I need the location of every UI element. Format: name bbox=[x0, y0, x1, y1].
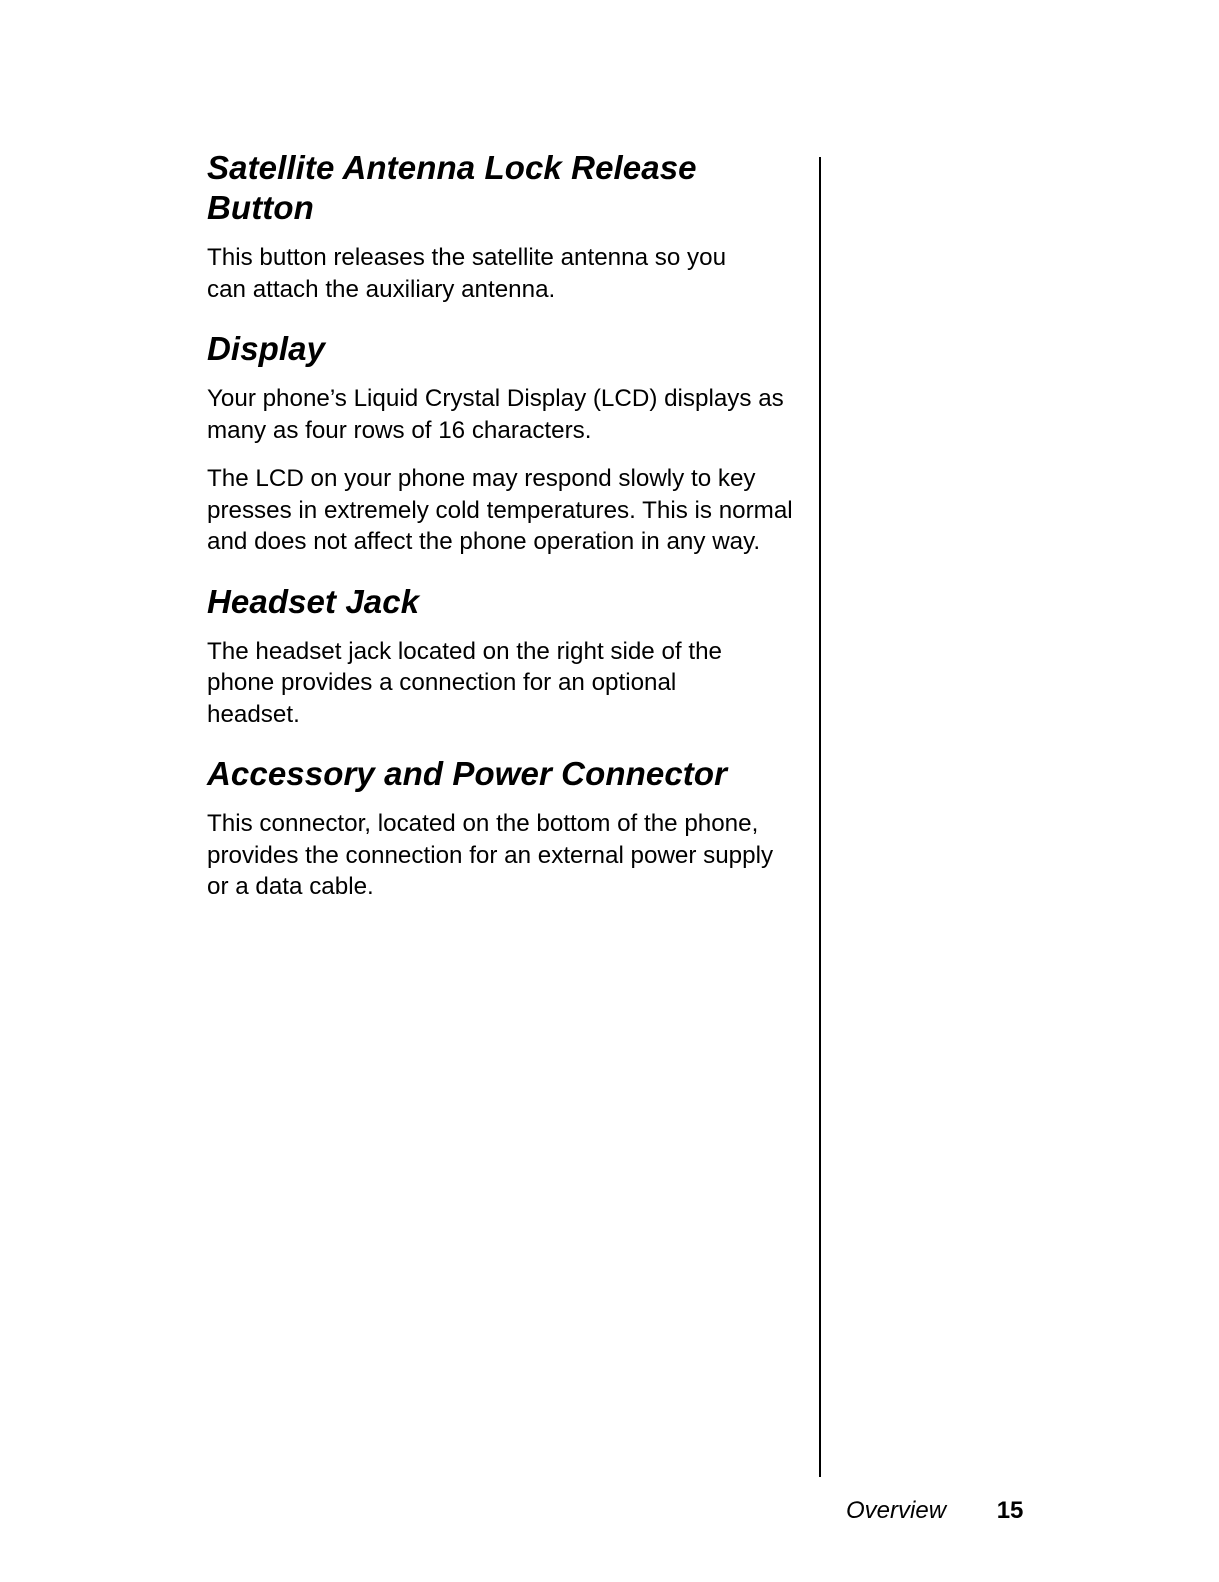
section-heading: Accessory and Power Connector bbox=[207, 755, 728, 792]
section-paragraph: The headset jack located on the right side of the phone provides a connection for an optional headset. bbox=[207, 637, 722, 728]
page-number: 15 bbox=[996, 1497, 1024, 1524]
main-column bbox=[207, 148, 797, 927]
section-accessory-and-power-connector bbox=[207, 754, 797, 903]
page-footer bbox=[846, 1496, 1023, 1526]
section-satellite-antenna-lock-release-button bbox=[207, 148, 797, 305]
section-display bbox=[207, 329, 797, 558]
section-paragraph: The LCD on your phone may respond slowly to key presses in extremely cold temperatures. This is normal and does not affect the phone operation in any way. bbox=[207, 465, 793, 555]
section-heading: Headset Jack bbox=[207, 582, 420, 620]
section-paragraph: Your phone’s Liquid Crystal Display (LCD) displays as many as four rows of 16 characters. bbox=[207, 385, 784, 444]
section-paragraph: This connector, located on the bottom of the phone, provides the connection for an external power supply or a data cable. bbox=[207, 810, 774, 900]
footer-section-name: Overview bbox=[846, 1497, 947, 1524]
section-headset-jack bbox=[207, 582, 797, 731]
section-heading: Display bbox=[207, 330, 326, 367]
section-paragraph: This button releases the satellite antenna so you can attach the auxiliary antenna. bbox=[207, 244, 727, 303]
vertical-divider bbox=[819, 157, 821, 1477]
section-heading: Satellite Antenna Lock Release Button bbox=[207, 149, 697, 226]
